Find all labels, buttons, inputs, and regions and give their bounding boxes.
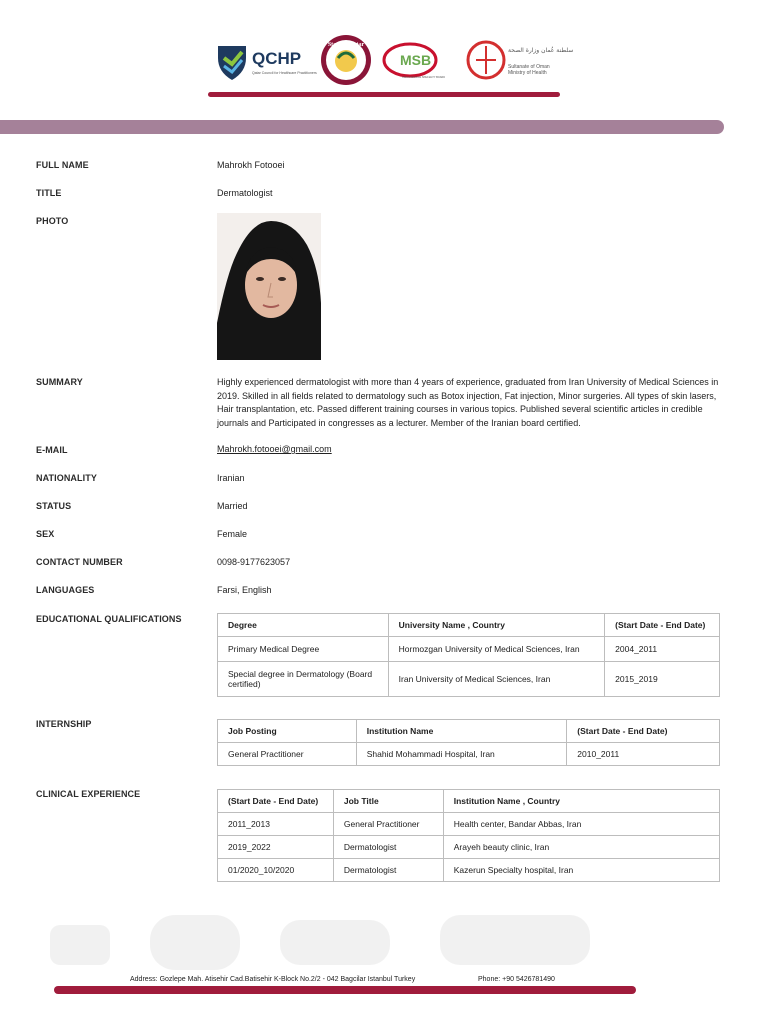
footer-address: Address: Gozlepe Mah. Atisehir Cad.Batisehir K-Block No.2/2 - 042 Bagcilar Istanbul Turkey [130,976,416,983]
msb-logo-text: MSB [400,52,432,68]
table-cell: Dermatologist [333,859,443,882]
sex-value: Female [217,529,248,539]
table-header: (Start Date - End Date) [605,614,720,637]
contact-value: 0098-9177623057 [217,557,291,567]
contact-label: CONTACT NUMBER [36,557,123,567]
table-cell: General Practitioner [333,813,443,836]
table-cell: Primary Medical Degree [218,637,389,662]
qchp-logo-subtitle: Qatar Council for Healthcare Practitioners [252,71,317,75]
education-table [217,613,720,697]
table-cell: 2004_2011 [605,637,720,662]
table-cell: 2015_2019 [605,662,720,697]
table-row [218,836,720,859]
internship-label: INTERNSHIP [36,719,92,729]
table-header: Job Posting [218,720,357,743]
table-header-row [218,614,720,637]
msb-logo-subtitle: OMAN MEDICAL SPECIALTY BOARD [402,76,446,79]
qatar-seal-logo [320,34,372,86]
table-cell: 01/2020_10/2020 [218,859,334,882]
qchp-logo [216,42,316,82]
table-header: Job Title [333,790,443,813]
table-header: Degree [218,614,389,637]
table-cell: Iran University of Medical Sciences, Iran [388,662,605,697]
footer-rule [54,986,636,994]
table-cell: Arayeh beauty clinic, Iran [443,836,719,859]
sex-label: SEX [36,529,55,539]
oman-moh-logo [466,38,574,82]
header-logos [216,36,574,86]
profile-photo [217,213,321,360]
clinical-table [217,789,720,882]
table-cell: Special degree in Dermatology (Board certified) [218,662,389,697]
oman-moh-arabic: سلطنة عُمان وزارة الصحة [508,47,574,54]
nationality-label: NATIONALITY [36,473,97,483]
status-value: Married [217,501,248,511]
status-label: STATUS [36,501,72,511]
table-cell: 2011_2013 [218,813,334,836]
table-header: (Start Date - End Date) [567,720,720,743]
title-value: Dermatologist [217,188,273,198]
table-row [218,859,720,882]
footer-watermark [40,905,630,975]
qchp-logo-text: QCHP [252,49,302,68]
table-row [218,662,720,697]
oman-moh-line2: Ministry of Health [508,70,547,76]
header-rule [208,92,560,97]
footer-phone: Phone: +90 5426781490 [478,976,555,983]
email-label: E-MAIL [36,445,68,455]
education-label: EDUCATIONAL QUALIFICATIONS [36,614,182,624]
table-header: University Name , Country [388,614,605,637]
table-row [218,813,720,836]
table-header: Institution Name [356,720,567,743]
table-header: (Start Date - End Date) [218,790,334,813]
header-band [0,120,724,134]
internship-table [217,719,720,766]
email-link[interactable]: Mahrokh.fotooei@gmail.com [217,444,332,454]
table-row [218,637,720,662]
title-label: TITLE [36,188,62,198]
qatar-seal-text: State of Qatar [327,42,365,48]
table-cell: Hormozgan University of Medical Sciences, Iran [388,637,605,662]
table-cell: Dermatologist [333,836,443,859]
table-cell: Shahid Mohammadi Hospital, Iran [356,743,567,766]
table-cell: 2010_2011 [567,743,720,766]
table-cell: General Practitioner [218,743,357,766]
full-name-label: FULL NAME [36,160,89,170]
photo-label: PHOTO [36,216,69,226]
nationality-value: Iranian [217,473,245,483]
table-header-row [218,790,720,813]
msb-logo [382,38,454,82]
full-name-value: Mahrokh Fotooei [217,160,285,170]
table-cell: Kazerun Specialty hospital, Iran [443,859,719,882]
clinical-label: CLINICAL EXPERIENCE [36,789,141,799]
oman-moh-line1: Sultanate of Oman [508,64,550,70]
summary-label: SUMMARY [36,377,83,387]
table-cell: 2019_2022 [218,836,334,859]
table-header: Institution Name , Country [443,790,719,813]
table-header-row [218,720,720,743]
table-row [218,743,720,766]
summary-value: Highly experienced dermatologist with more than 4 years of experience, graduated from Iran University of Medical Sciences in 2019. Skilled in all fields related to dermatology such as Botox injection, Fat injection, Minor surgeries. All types of skin lasers, Hair transplantation, etc. Passed different training courses in various topics. Published several scientific articles in credible journals and Participated in congresses as a lecturer. Member of the Iranian board certified. [217,377,719,428]
languages-value: Farsi, English [217,585,272,595]
languages-label: LANGUAGES [36,585,95,595]
table-cell: Health center, Bandar Abbas, Iran [443,813,719,836]
